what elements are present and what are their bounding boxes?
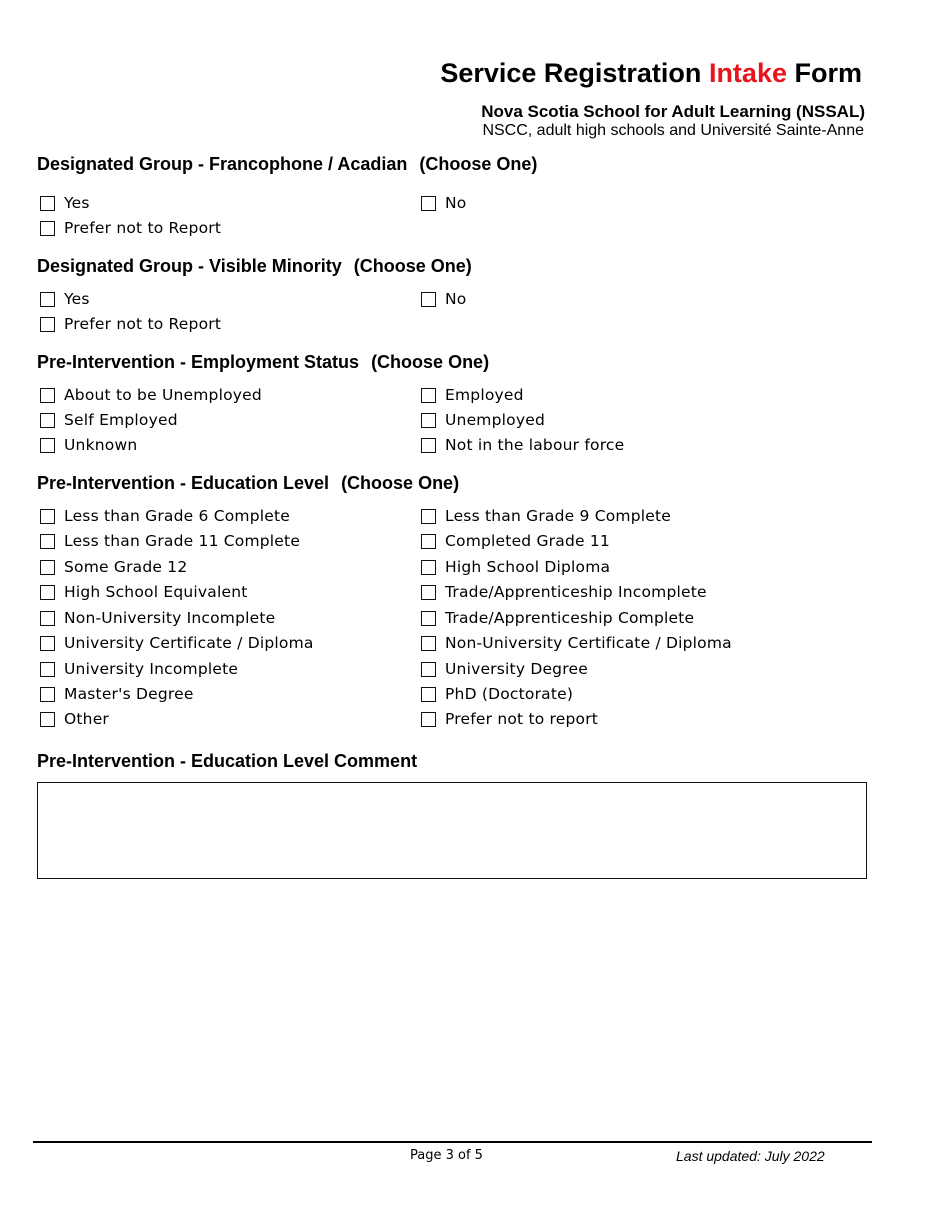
checkbox-employment-not-in-labour-force[interactable]: Not in the labour force	[421, 435, 624, 455]
checkbox-square[interactable]	[421, 438, 436, 453]
checkbox-education-option[interactable]: Non-University Incomplete	[40, 608, 275, 628]
checkbox-employment-unemployed[interactable]: Unemployed	[421, 410, 545, 430]
checkbox-square[interactable]	[40, 687, 55, 702]
checkbox-square[interactable]	[40, 636, 55, 651]
checkbox-education-option[interactable]: Less than Grade 9 Complete	[421, 506, 671, 526]
checkbox-square[interactable]	[40, 560, 55, 575]
page-number: Page 3 of 5	[410, 1148, 483, 1163]
checkbox-education-option[interactable]: Less than Grade 6 Complete	[40, 506, 290, 526]
footer-divider	[33, 1141, 872, 1143]
checkbox-employment-about-unemployed[interactable]: About to be Unemployed	[40, 385, 262, 405]
checkbox-education-option[interactable]: Trade/Apprenticeship Incomplete	[421, 582, 707, 602]
checkbox-francophone-prefer-not[interactable]: Prefer not to Report	[40, 218, 221, 238]
section-heading-minority: Designated Group - Visible Minority (Choose One)	[37, 256, 472, 276]
checkbox-square[interactable]	[40, 413, 55, 428]
section-heading-employment: Pre-Intervention - Employment Status (Choose One)	[37, 352, 490, 372]
checkbox-square[interactable]	[421, 636, 436, 651]
section-heading-education-comment: Pre-Intervention - Education Level Comment	[37, 751, 418, 771]
checkbox-minority-prefer-not[interactable]: Prefer not to Report	[40, 314, 221, 334]
education-comment-field[interactable]	[37, 782, 867, 879]
checkbox-square[interactable]	[421, 611, 436, 626]
checkbox-square[interactable]	[40, 712, 55, 727]
checkbox-employment-self-employed[interactable]: Self Employed	[40, 410, 178, 430]
checkbox-square[interactable]	[421, 388, 436, 403]
checkbox-education-option[interactable]: University Degree	[421, 659, 588, 679]
checkbox-square[interactable]	[421, 560, 436, 575]
section-heading-education: Pre-Intervention - Education Level (Choose One)	[37, 473, 460, 493]
checkbox-square[interactable]	[40, 221, 55, 236]
checkbox-education-option[interactable]: High School Equivalent	[40, 582, 248, 602]
checkbox-square[interactable]	[421, 292, 436, 307]
checkbox-education-option[interactable]: PhD (Doctorate)	[421, 684, 573, 704]
checkbox-education-option[interactable]: University Incomplete	[40, 659, 238, 679]
checkbox-education-option[interactable]: Master's Degree	[40, 684, 194, 704]
checkbox-minority-no[interactable]: No	[421, 289, 466, 309]
organization-subline: NSCC, adult high schools and Université Sainte-Anne	[482, 122, 864, 139]
form-title: Service Registration Intake Form	[440, 58, 862, 88]
checkbox-square[interactable]	[421, 196, 436, 211]
checkbox-minority-yes[interactable]: Yes	[40, 289, 90, 309]
checkbox-square[interactable]	[40, 509, 55, 524]
checkbox-square[interactable]	[40, 534, 55, 549]
checkbox-square[interactable]	[421, 413, 436, 428]
checkbox-education-option[interactable]: Completed Grade 11	[421, 531, 610, 551]
checkbox-education-option[interactable]: Non-University Certificate / Diploma	[421, 633, 732, 653]
checkbox-square[interactable]	[40, 292, 55, 307]
checkbox-francophone-yes[interactable]: Yes	[40, 193, 90, 213]
checkbox-square[interactable]	[40, 196, 55, 211]
checkbox-education-option[interactable]: Prefer not to report	[421, 709, 598, 729]
last-updated: Last updated: July 2022	[676, 1148, 825, 1164]
checkbox-education-option[interactable]: Other	[40, 709, 109, 729]
checkbox-square[interactable]	[421, 662, 436, 677]
checkbox-education-option[interactable]: Less than Grade 11 Complete	[40, 531, 300, 551]
checkbox-employment-employed[interactable]: Employed	[421, 385, 524, 405]
checkbox-square[interactable]	[421, 687, 436, 702]
organization-name: Nova Scotia School for Adult Learning (NSSAL)	[481, 102, 865, 121]
checkbox-square[interactable]	[40, 317, 55, 332]
checkbox-square[interactable]	[40, 662, 55, 677]
checkbox-square[interactable]	[421, 585, 436, 600]
checkbox-square[interactable]	[421, 534, 436, 549]
checkbox-square[interactable]	[421, 712, 436, 727]
checkbox-employment-unknown[interactable]: Unknown	[40, 435, 137, 455]
checkbox-education-option[interactable]: Trade/Apprenticeship Complete	[421, 608, 694, 628]
checkbox-education-option[interactable]: University Certificate / Diploma	[40, 633, 314, 653]
checkbox-education-option[interactable]: High School Diploma	[421, 557, 610, 577]
checkbox-square[interactable]	[40, 388, 55, 403]
checkbox-education-option[interactable]: Some Grade 12	[40, 557, 187, 577]
checkbox-square[interactable]	[421, 509, 436, 524]
checkbox-francophone-no[interactable]: No	[421, 193, 466, 213]
checkbox-square[interactable]	[40, 611, 55, 626]
checkbox-square[interactable]	[40, 438, 55, 453]
checkbox-square[interactable]	[40, 585, 55, 600]
section-heading-francophone: Designated Group - Francophone / Acadian (Choose One)	[37, 154, 538, 174]
